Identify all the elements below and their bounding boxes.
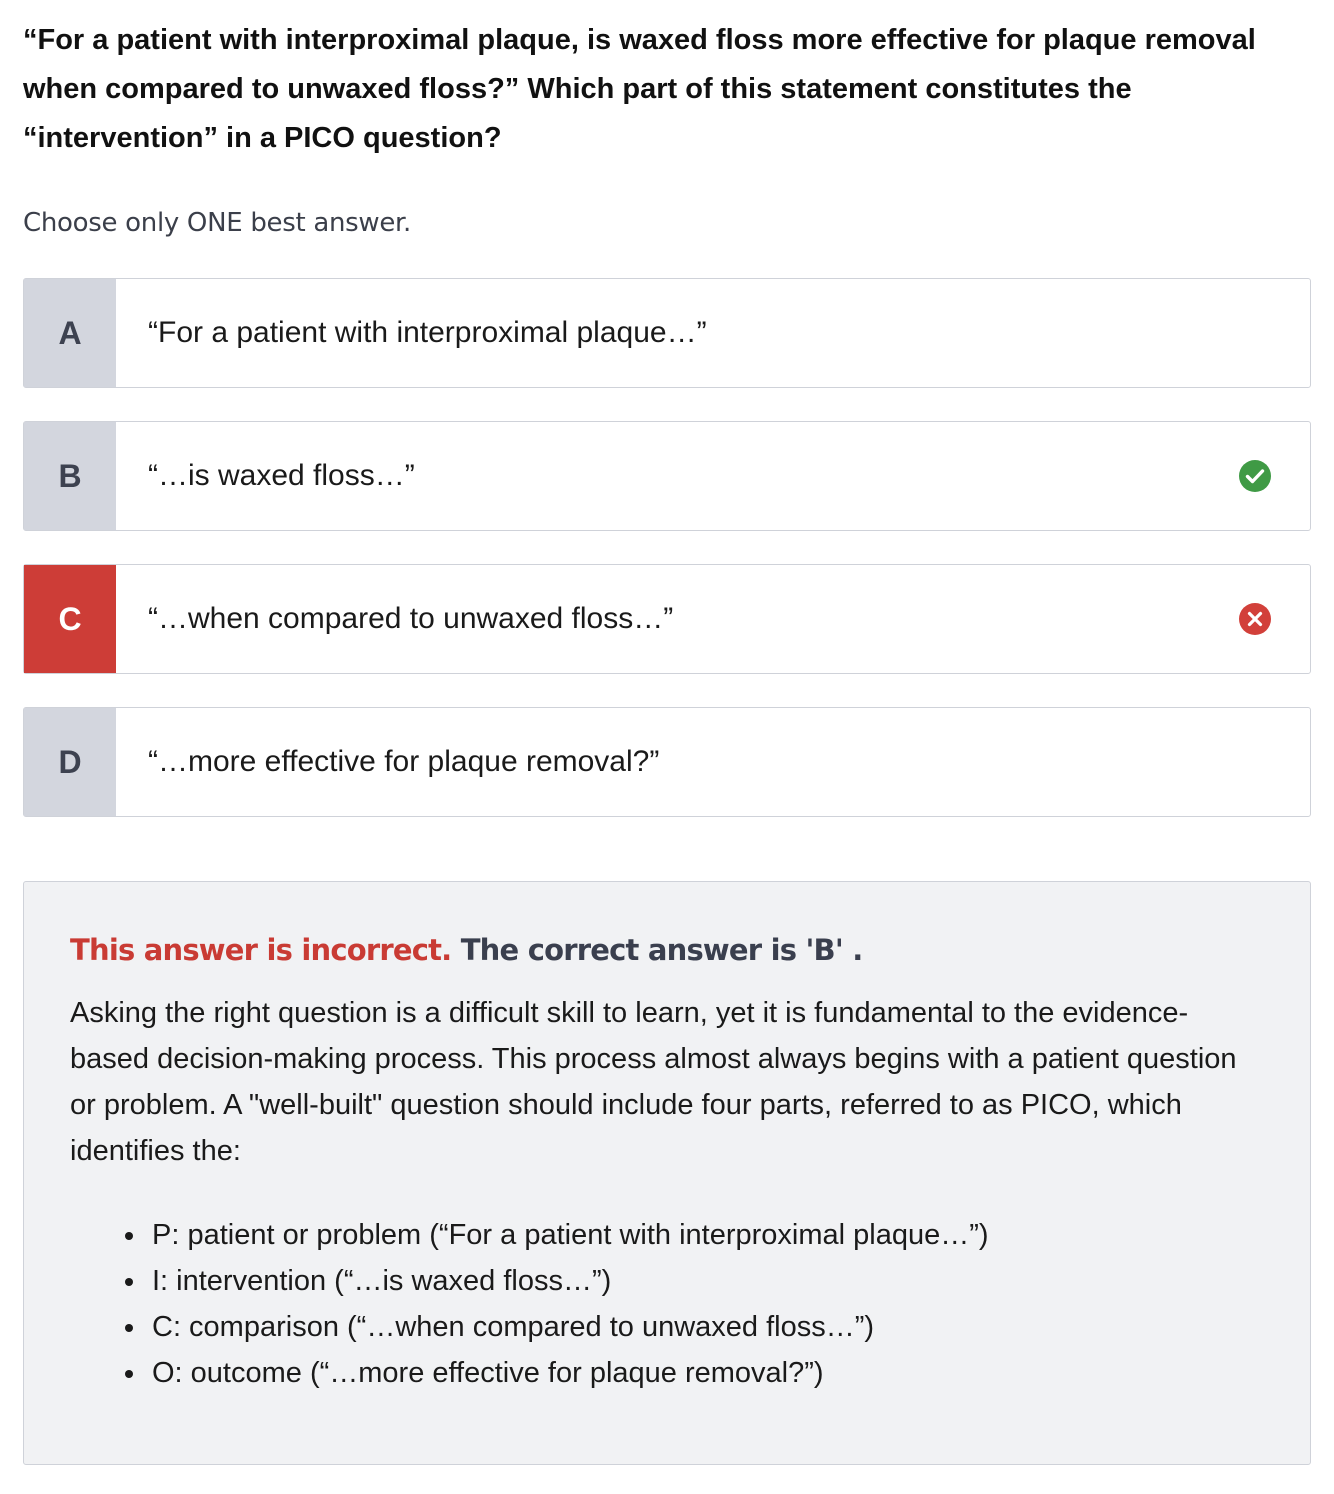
question-text: “For a patient with interproximal plaque, is waxed floss more effective for plaque removal when compared to unwaxed floss?” Which part of this statement constitutes the “intervention” in a PICO question? [23,24,1256,154]
pico-list [70,1212,1264,1396]
option-letter: D [24,708,116,816]
answer-option-c[interactable] [23,564,1311,674]
correct-status [1200,422,1310,530]
option-text: “For a patient with interproximal plaque…” [148,316,707,349]
answer-instruction: Choose only ONE best answer. [23,208,412,238]
option-text: “…when compared to unwaxed floss…” [148,602,674,635]
answer-option-a[interactable] [23,278,1311,388]
option-letter: C [24,565,116,673]
incorrect-label: This answer is incorrect. [70,933,452,967]
incorrect-status [1200,565,1310,673]
explanation-text: Asking the right question is a difficult skill to learn, yet it is fundamental to the evidence-based decision-making process. This process almost always begins with a patient question or problem. A "well-built" question should include four parts, referred to as PICO, which identifies the: [70,997,1237,1167]
answer-option-b[interactable] [23,421,1311,531]
answer-option-d[interactable] [23,707,1311,817]
check-circle-icon [1238,459,1272,493]
feedback-panel [23,881,1311,1465]
x-circle-icon [1238,602,1272,636]
correct-answer-text: The correct answer is 'B' . [451,933,863,967]
option-letter: B [24,422,116,530]
feedback-verdict [70,930,1264,970]
option-text: “…is waxed floss…” [148,459,415,492]
option-letter: A [24,279,116,387]
list-item: • P: patient or problem (“For a patient with interproximal plaque…”) [148,1212,1264,1258]
option-text: “…more effective for plaque removal?” [148,745,660,778]
list-item: • O: outcome (“…more effective for plaque removal?”) [148,1350,1264,1396]
list-item: • C: comparison (“…when compared to unwaxed floss…”) [148,1304,1264,1350]
list-item: • I: intervention (“…is waxed floss…”) [148,1258,1264,1304]
